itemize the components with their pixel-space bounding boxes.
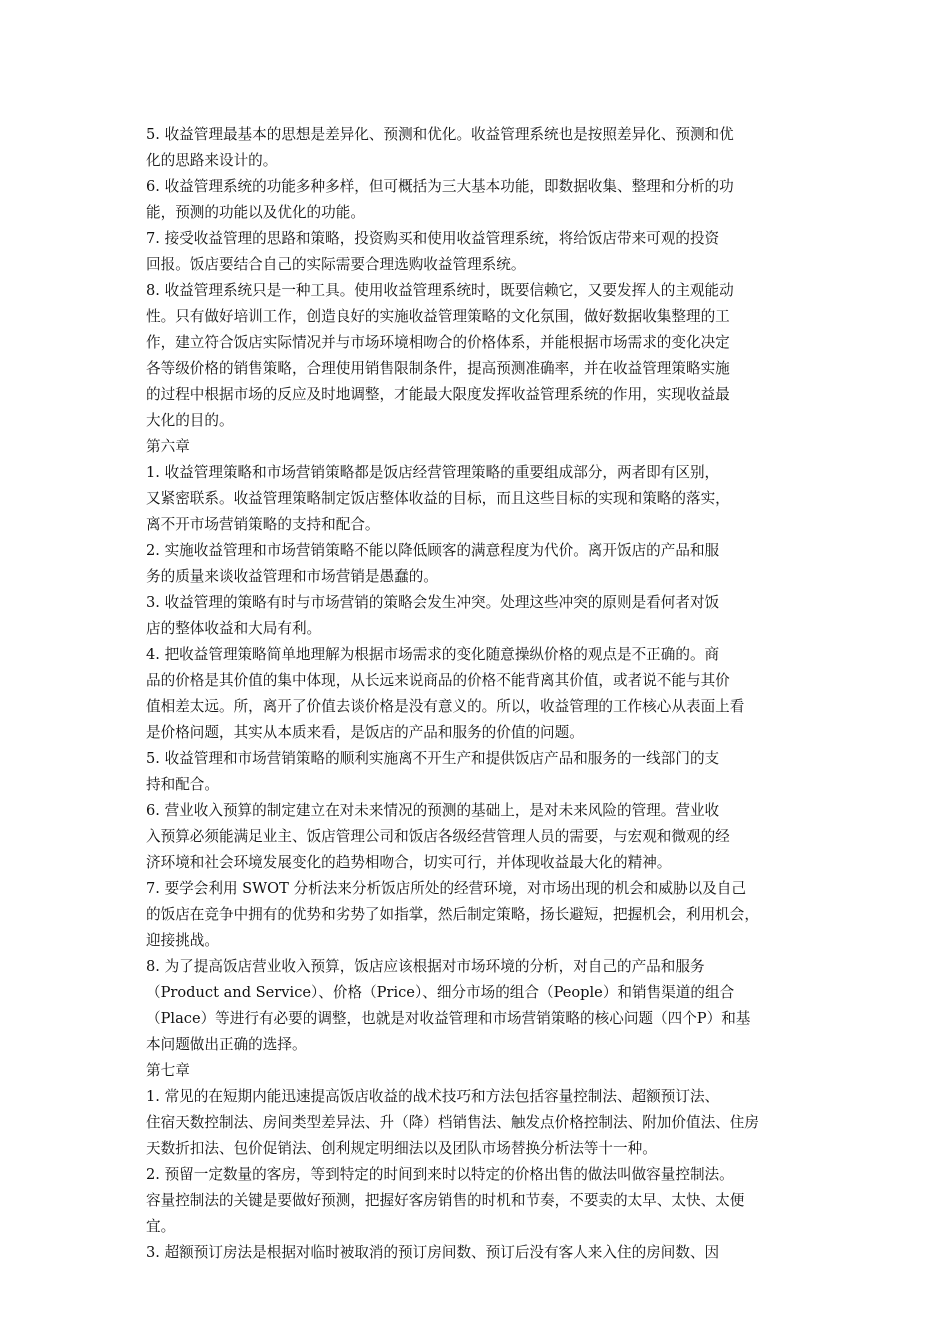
paragraph-line: 3. 超额预订房法是根据对临时被取消的预订房间数、预订后没有客人来入住的房间数、因: [146, 1244, 720, 1261]
chapter-heading: [146, 434, 814, 460]
paragraph-line: 作，建立符合饭店实际情况并与市场环境相吻合的价格体系，并能根据市场需求的变化决定: [146, 334, 730, 351]
paragraph-line: 7. 接受收益管理的思路和策略，投资购买和使用收益管理系统，将给饭店带来可观的投资: [146, 230, 720, 247]
paragraph-line: 持和配合。: [146, 776, 219, 793]
list-item: [146, 642, 814, 746]
paragraph-line: （Product and Service）、价格（Price）、细分市场的组合（People）和销售渠道的组合: [146, 984, 735, 1001]
paragraph-line: 8. 收益管理系统只是一种工具。使用收益管理系统时，既要信赖它，又要发挥人的主观能动: [146, 282, 734, 299]
paragraph-line: 6. 营业收入预算的制定建立在对未来情况的预测的基础上，是对未来风险的管理。营业收: [146, 802, 720, 819]
list-item: [146, 460, 814, 538]
paragraph-line: 值相差太远。所，离开了价值去谈价格是没有意义的。所以，收益管理的工作核心从表面上看: [146, 698, 745, 715]
paragraph-line: 6. 收益管理系统的功能多种多样，但可概括为三大基本功能，即数据收集、整理和分析的功: [146, 178, 734, 195]
paragraph-line: 本问题做出正确的选择。: [146, 1036, 307, 1053]
paragraph-line: 1. 常见的在短期内能迅速提高饭店收益的战术技巧和方法包括容量控制法、超额预订法、: [146, 1088, 720, 1105]
paragraph-line: 天数折扣法、包价促销法、创利规定明细法以及团队市场替换分析法等十一种。: [146, 1140, 657, 1157]
paragraph-line: 7. 要学会利用 SWOT 分析法来分析饭店所处的经营环境，对市场出现的机会和威胁以及自己: [146, 880, 746, 897]
list-item: [146, 1240, 814, 1266]
paragraph-line: 入预算必须能满足业主、饭店管理公司和饭店各级经营管理人员的需要，与宏观和微观的经: [146, 828, 730, 845]
list-item: [146, 1162, 814, 1240]
list-item: [146, 174, 814, 226]
paragraph-line: 济环境和社会环境发展变化的趋势相吻合，切实可行，并体现收益最大化的精神。: [146, 854, 672, 871]
paragraph-line: 回报。饭店要结合自己的实际需要合理选购收益管理系统。: [146, 256, 526, 273]
chapter-heading: [146, 1058, 814, 1084]
paragraph-line: 大化的目的。: [146, 412, 234, 429]
paragraph-line: 是价格问题，其实从本质来看，是饭店的产品和服务的价值的问题。: [146, 724, 584, 741]
paragraph-line: 5. 收益管理和市场营销策略的顺利实施离不开生产和提供饭店产品和服务的一线部门的支: [146, 750, 720, 767]
paragraph-line: 的过程中根据市场的反应及时地调整，才能最大限度发挥收益管理系统的作用，实现收益最: [146, 386, 730, 403]
paragraph-line: 的饭店在竞争中拥有的优势和劣势了如指掌，然后制定策略，扬长避短，把握机会，利用机会，: [146, 906, 759, 923]
paragraph-line: 2. 实施收益管理和市场营销策略不能以降低顾客的满意程度为代价。离开饭店的产品和服: [146, 542, 720, 559]
paragraph-line: 容量控制法的关键是要做好预测，把握好客房销售的时机和节奏，不要卖的太早、太快、太便: [146, 1192, 745, 1209]
paragraph-line: 务的质量来谈收益管理和市场营销是愚蠢的。: [146, 568, 438, 585]
paragraph-line: 品的价格是其价值的集中体现，从长远来说商品的价格不能背离其价值，或者说不能与其价: [146, 672, 730, 689]
paragraph-line: 3. 收益管理的策略有时与市场营销的策略会发生冲突。处理这些冲突的原则是看何者对饭: [146, 594, 720, 611]
paragraph-line: 迎接挑战。: [146, 932, 219, 949]
paragraph-line: 能，预测的功能以及优化的功能。: [146, 204, 365, 221]
paragraph-line: 宜。: [146, 1218, 176, 1235]
paragraph-line: 8. 为了提高饭店营业收入预算，饭店应该根据对市场环境的分析，对自己的产品和服务: [146, 958, 705, 975]
list-item: [146, 798, 814, 876]
list-item: [146, 1084, 814, 1162]
list-item: [146, 226, 814, 278]
paragraph-line: 性。只有做好培训工作，创造良好的实施收益管理策略的文化氛围，做好数据收集整理的工: [146, 308, 730, 325]
paragraph-line: 4. 把收益管理策略简单地理解为根据市场需求的变化随意操纵价格的观点是不正确的。商: [146, 646, 720, 663]
paragraph-line: 离不开市场营销策略的支持和配合。: [146, 516, 380, 533]
list-item: [146, 954, 814, 1058]
paragraph-line: 又紧密联系。收益管理策略制定饭店整体收益的目标，而且这些目标的实现和策略的落实，: [146, 490, 730, 507]
document-page: [146, 122, 814, 1266]
paragraph-line: 住宿天数控制法、房间类型差异法、升（降）档销售法、触发点价格控制法、附加价值法、住房: [146, 1114, 759, 1131]
list-item: [146, 122, 814, 174]
chapter-heading-text: 第六章: [146, 438, 190, 455]
list-item: [146, 590, 814, 642]
list-item: [146, 278, 814, 434]
paragraph-line: 2. 预留一定数量的客房，等到特定的时间到来时以特定的价格出售的做法叫做容量控制法。: [146, 1166, 734, 1183]
chapter-heading-text: 第七章: [146, 1062, 190, 1079]
list-item: [146, 876, 814, 954]
paragraph-line: 1. 收益管理策略和市场营销策略都是饭店经营管理策略的重要组成部分，两者即有区别，: [146, 464, 720, 481]
paragraph-line: 化的思路来设计的。: [146, 152, 278, 169]
paragraph-line: （Place）等进行有必要的调整，也就是对收益管理和市场营销策略的核心问题（四个P）和基: [146, 1010, 751, 1027]
paragraph-line: 店的整体收益和大局有利。: [146, 620, 322, 637]
paragraph-line: 5. 收益管理最基本的思想是差异化、预测和优化。收益管理系统也是按照差异化、预测和优: [146, 126, 734, 143]
paragraph-line: 各等级价格的销售策略，合理使用销售限制条件，提高预测准确率，并在收益管理策略实施: [146, 360, 730, 377]
list-item: [146, 538, 814, 590]
list-item: [146, 746, 814, 798]
